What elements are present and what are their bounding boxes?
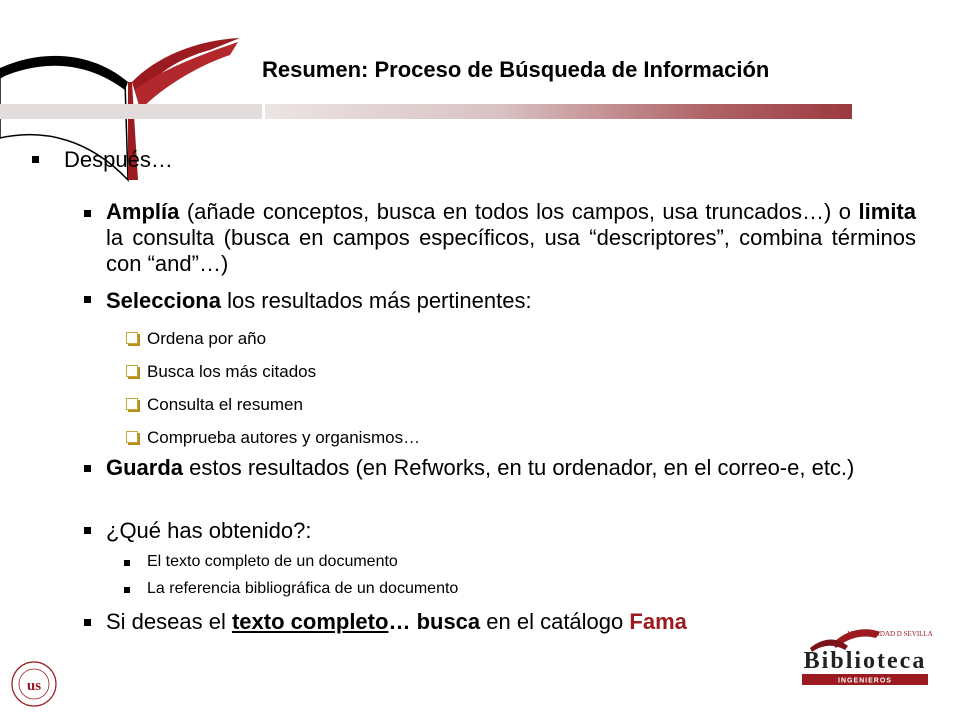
bullet-guarda: [106, 455, 866, 481]
selecciona-keyword: Selecciona: [106, 288, 221, 313]
busca-keyword: busca: [416, 609, 481, 634]
bullet-square-icon: [124, 560, 130, 566]
seal-letters: us: [26, 678, 42, 694]
bullet-obtenido: ¿Qué has obtenido?:: [106, 518, 312, 543]
list-item-referencia: La referencia bibliográfica de un documento: [147, 580, 459, 597]
amplia-text-2: la consulta (busca en campos específicos, usa “descriptores”, combina términos con “and”…): [106, 225, 916, 276]
bullet-square-icon: [84, 619, 91, 626]
svg-text:Biblioteca: Biblioteca: [803, 648, 927, 674]
list-item-texto-completo: El texto completo de un documento: [147, 553, 398, 570]
checkbox-icon: [126, 398, 138, 410]
si-deseas-text-1: Si deseas el: [106, 609, 232, 634]
checkbox-icon: [126, 431, 138, 443]
title-bar-right: [265, 104, 852, 119]
limita-keyword: limita: [858, 199, 916, 224]
fama-link[interactable]: Fama: [629, 609, 687, 634]
checkbox-icon: [126, 365, 138, 377]
university-seal-icon: [10, 660, 58, 708]
list-item-autores: Comprueba autores y organismos…: [147, 428, 421, 447]
bullet-square-icon: [32, 156, 39, 163]
si-deseas-text-2: en el catálogo: [480, 609, 630, 634]
bullet-square-icon: [124, 587, 130, 593]
bullet-selecciona: [106, 288, 532, 314]
selecciona-text: los resultados más pertinentes:: [220, 288, 532, 313]
amplia-text-1: (añade conceptos, busca en todos los campos, usa truncados…) o: [179, 199, 859, 224]
texto-completo-link[interactable]: texto completo: [231, 609, 389, 634]
checkbox-icon: [126, 332, 138, 344]
si-deseas-dots: …: [388, 609, 417, 634]
slide-title: Resumen: Proceso de Búsqueda de Información: [262, 57, 770, 82]
bullet-amplia: [106, 199, 916, 277]
bullet-square-icon: [84, 210, 91, 217]
list-item-citados: Busca los más citados: [147, 362, 317, 381]
guarda-text: estos resultados (en Refworks, en tu ordenador, en el correo-e, etc.): [183, 455, 855, 480]
svg-text:INGENIEROS: INGENIEROS: [838, 677, 892, 685]
title-bar-left: [0, 104, 262, 119]
biblioteca-logo-icon: [790, 622, 940, 690]
bullet-despues: Después…: [64, 147, 173, 172]
bullet-si-deseas: [106, 609, 687, 635]
list-item-resumen: Consulta el resumen: [147, 395, 303, 414]
list-item-ordena: Ordena por año: [147, 329, 267, 348]
guarda-keyword: Guarda: [106, 455, 184, 480]
bullet-square-icon: [84, 296, 91, 303]
svg-text:UNIVERSIDAD D SEVILLA: UNIVERSIDAD D SEVILLA: [847, 630, 933, 638]
amplia-keyword: Amplía: [106, 199, 180, 224]
bullet-square-icon: [84, 465, 91, 472]
bullet-square-icon: [84, 527, 91, 534]
